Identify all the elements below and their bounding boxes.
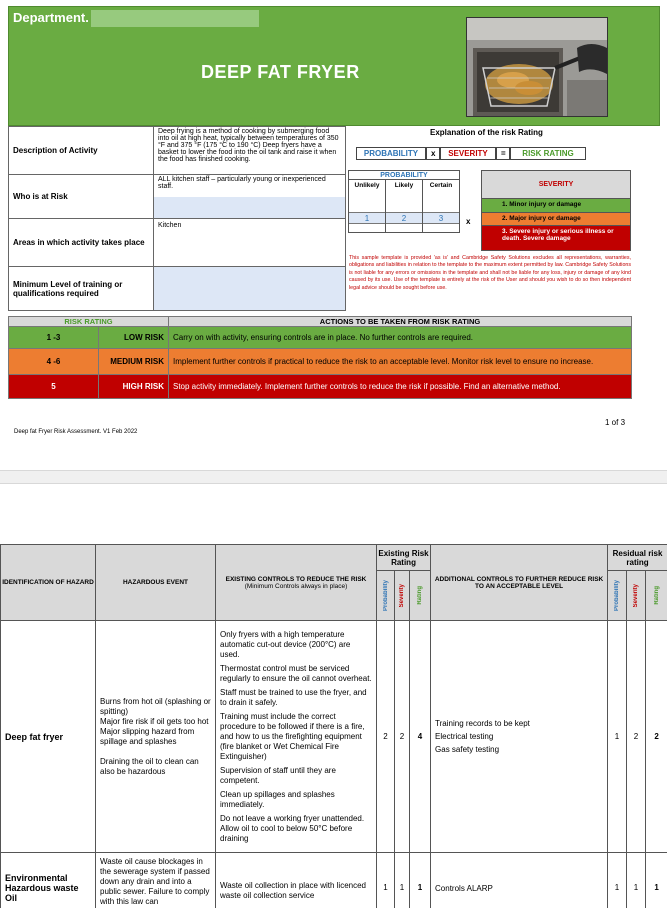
residual-rating: 2	[646, 621, 667, 853]
risk-rating-table	[8, 316, 632, 399]
hazard-name: Deep fat fryer	[1, 621, 96, 853]
formula-severity: SEVERITY	[440, 147, 496, 160]
activity-info-table	[8, 126, 346, 311]
sub-severity-label: Severity	[633, 583, 640, 608]
rating-category: MEDIUM RISK	[99, 349, 169, 375]
control-item: Clean up spillages and splashes immediately.	[220, 789, 335, 809]
col-residual: Residual risk rating	[608, 545, 667, 571]
sub-severity	[395, 571, 410, 621]
rating-category: HIGH RISK	[99, 375, 169, 399]
additional-controls	[431, 853, 608, 908]
table-row	[1, 621, 667, 853]
training-value	[154, 267, 346, 311]
probability-col-certain	[423, 180, 459, 233]
sub-rating	[410, 571, 431, 621]
areas-value: Kitchen	[154, 219, 346, 267]
probability-col-value: 2	[386, 212, 422, 224]
sub-severity-residual	[627, 571, 646, 621]
sub-severity-label: Severity	[399, 583, 405, 608]
residual-severity: 1	[627, 853, 646, 908]
sub-probability-label: Probability	[382, 579, 389, 611]
additional-item: Electrical testing	[435, 732, 494, 741]
sub-probability	[377, 571, 395, 621]
severity-row-major: 2. Major injury or damage	[482, 213, 630, 226]
hazard-name: Environmental Hazardous waste Oil	[1, 853, 96, 908]
event-item: Major fire risk if oil gets too hot	[100, 716, 209, 726]
rating-action: Stop activity immediately. Implement further controls to reduce the risk if possible. Find an alternative method.	[169, 375, 632, 399]
additional-item: Training records to be kept	[435, 719, 530, 728]
probability-col-value: 3	[423, 212, 459, 224]
probability-columns	[349, 180, 459, 233]
formula-equals: =	[496, 147, 510, 160]
col-hazard: IDENTIFICATION OF HAZARD	[1, 545, 96, 621]
rating-row-medium	[9, 349, 632, 375]
rating-range: 1 -3	[9, 327, 99, 349]
existing-severity: 1	[395, 853, 410, 908]
event-item: Draining the oil to clean can also be hazardous	[100, 756, 199, 776]
control-item: Allow oil to cool to below 50°C before draining	[220, 823, 353, 843]
probability-col-unlikely	[349, 180, 386, 233]
rating-row-low	[9, 327, 632, 349]
header-banner	[8, 6, 660, 126]
control-item: Supervision of staff until they are competent.	[220, 765, 336, 785]
formula-probability: PROBABILITY	[356, 147, 426, 160]
residual-probability: 1	[608, 621, 627, 853]
probability-col-label: Certain	[429, 182, 453, 189]
existing-controls	[216, 853, 377, 908]
control-item: Training must include the correct procedure to be followed if there is a fire, and how to us the firefighting equipment (fire blanket or Wet Chemical Fire Extinguisher)	[220, 711, 365, 761]
rating-range: 4 -6	[9, 349, 99, 375]
sub-rating-residual	[646, 571, 667, 621]
additional-item: Gas safety testing	[435, 745, 500, 754]
training-label: Minimum Level of training or qualifications required	[9, 267, 154, 311]
actions-header: ACTIONS TO BE TAKEN FROM RISK RATING	[169, 317, 632, 327]
risk-formula	[356, 147, 586, 160]
who-at-risk-value: ALL kitchen staff – particularly young or inexperienced staff.	[158, 176, 326, 190]
page-title: DEEP FAT FRYER	[201, 62, 360, 82]
areas-label: Areas in which activity takes place	[9, 219, 154, 267]
description-label: Description of Activity	[9, 127, 154, 175]
department-label: Department.	[13, 10, 89, 25]
control-item: Only fryers with a high temperature automatic cut-out device (200°C) are used.	[220, 629, 351, 659]
document-reference: Deep fat Fryer Risk Assessment. V1 Feb 2022	[14, 429, 138, 435]
existing-rating: 4	[410, 621, 431, 853]
control-item: Staff must be trained to use the fryer, and to drain it safely.	[220, 687, 367, 707]
existing-controls	[216, 621, 377, 853]
who-at-risk-extra	[154, 197, 345, 218]
additional-controls	[431, 621, 608, 853]
sub-rating-label: Rating	[417, 586, 424, 605]
matrix-times-sign: x	[466, 217, 471, 226]
rating-action: Carry on with activity, ensuring controls are in place. No further controls are required.	[169, 327, 632, 349]
department-redacted	[91, 10, 259, 27]
table-row	[1, 853, 667, 908]
fryer-photo	[466, 17, 608, 117]
sub-probability-residual	[608, 571, 627, 621]
col-additional: ADDITIONAL CONTROLS TO FURTHER REDUCE RISK TO AN ACCEPTABLE LEVEL	[431, 545, 608, 621]
page-number: 1 of 3	[605, 418, 626, 427]
fryer-photo-image	[467, 18, 608, 117]
rating-header: RISK RATING	[9, 317, 169, 327]
explanation-title: Explanation of the risk Rating	[430, 128, 543, 137]
rating-range: 5	[9, 375, 99, 399]
probability-col-label: Likely	[394, 182, 414, 189]
rating-action: Implement further controls if practical to reduce the risk to an acceptable level. Monitor risk level to ensure no increase.	[169, 349, 632, 375]
formula-rating: RISK RATING	[510, 147, 586, 160]
control-item: Waste oil collection in place with licenced waste oil collection service	[220, 881, 366, 900]
sub-probability-label: Probability	[614, 579, 621, 611]
severity-header: SEVERITY	[482, 171, 630, 199]
severity-row-minor: 1. Minor injury or damage	[482, 199, 630, 213]
severity-matrix	[481, 170, 631, 251]
probability-col-likely	[386, 180, 423, 233]
additional-item: Controls ALARP	[435, 884, 493, 893]
col-event: HAZARDOUS EVENT	[96, 545, 216, 621]
residual-severity: 2	[627, 621, 646, 853]
sub-rating-label: Rating	[653, 586, 660, 605]
probability-col-label: Unlikely	[354, 182, 380, 189]
residual-rating: 1	[646, 853, 667, 908]
col-existing-subtitle: (Minimum Controls always in place)	[244, 582, 348, 590]
event-item: Waste oil cause blockages in the sewerage system if passed down any drain and into a public sewer. Failure to comply with this law can	[100, 857, 210, 906]
event-item: Major slipping hazard from spillage and splashes	[100, 726, 195, 746]
existing-rating: 1	[410, 853, 431, 908]
event-item: Burns from hot oil (splashing or spitting)	[100, 696, 211, 716]
probability-matrix	[348, 170, 460, 233]
residual-probability: 1	[608, 853, 627, 908]
hazard-events	[96, 621, 216, 853]
existing-probability: 1	[377, 853, 395, 908]
formula-times: x	[426, 147, 440, 160]
col-existing	[216, 545, 377, 621]
col-existing-rating: Existing Risk Rating	[377, 545, 431, 571]
existing-probability: 2	[377, 621, 395, 853]
control-item: Do not leave a working fryer unattended.	[220, 813, 365, 823]
rating-row-high	[9, 375, 632, 399]
existing-severity: 2	[395, 621, 410, 853]
rating-category: LOW RISK	[99, 327, 169, 349]
who-at-risk-cell	[154, 175, 346, 219]
probability-header: PROBABILITY	[349, 171, 459, 180]
page-separator	[0, 470, 667, 484]
hazard-events	[96, 853, 216, 908]
who-at-risk-label: Who is at Risk	[9, 175, 154, 219]
description-value: Deep frying is a method of cooking by submerging food into oil at high heat, typically between temperatures of 350 °F and 375 °F (175 °C to 190 °C) Deep fryers have a basket to lower the food into the oil tank and raise it when the food has finished cooking.	[154, 127, 346, 175]
control-item: Thermostat control must be serviced regularly to ensure the oil cannot overheat.	[220, 663, 372, 683]
probability-col-value: 1	[349, 212, 385, 224]
hazard-table	[0, 544, 667, 908]
page-two	[0, 484, 667, 908]
severity-row-severe: 3. Severe injury or serious illness or death. Severe damage	[482, 226, 630, 250]
disclaimer-text: This sample template is provided 'as is' and Cambridge Safety Solutions excludes all representations, warranties, obligations and liabilities in relation to the template to the maximum extent permitted by law. Cambridge Safety Solutions is not liable for any errors or omissions in the template and shall not be liable for any loss, injury or damage of any kind caused by its use. Use of the template is entirely at the risk of the User and should you wish to do so then independent legal advice should be sought before use.	[349, 255, 631, 291]
col-existing-title: EXISTING CONTROLS TO REDUCE THE RISK	[225, 575, 367, 583]
